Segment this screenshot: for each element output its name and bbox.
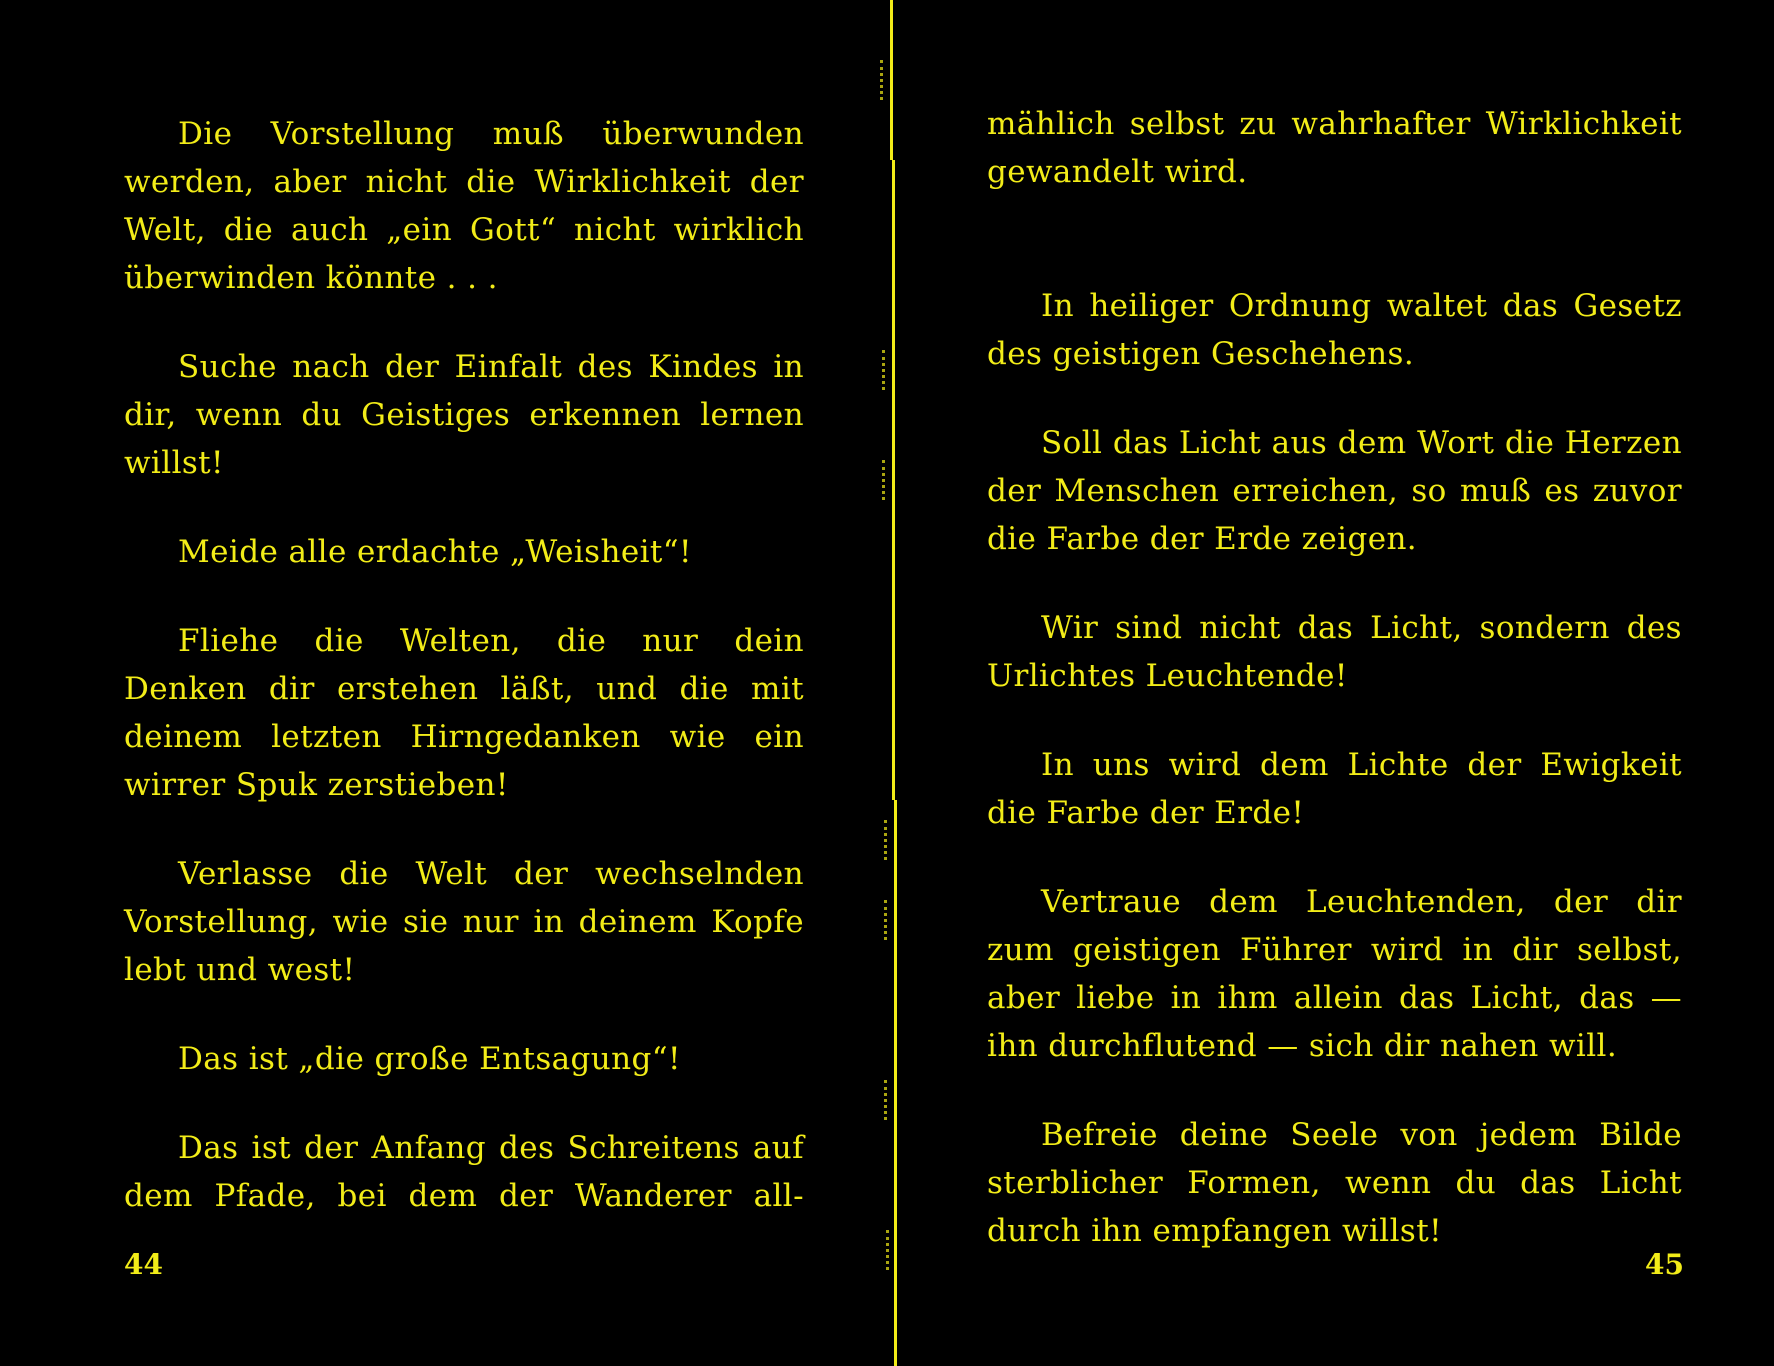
paragraph: Suche nach der Einfalt des Kindes in dir, wenn du Geistiges erkennen lernen willst! [124, 349, 804, 481]
paragraph: Verlasse die Welt der wechselnden Vorstellung, wie sie nur in deinem Kopfe lebt und west! [124, 856, 804, 988]
gutter-speck [880, 60, 891, 100]
right-page [905, 0, 1774, 1366]
right-page-text [987, 100, 1682, 1296]
paragraph: In uns wird dem Lichte der Ewigkeit die Farbe der Erde! [987, 747, 1682, 831]
paragraph: In heiliger Ordnung waltet das Gesetz des geistigen Geschehens. [987, 288, 1682, 372]
paragraph: mählich selbst zu wahrhafter Wirklichkeit gewandelt wird. [987, 106, 1682, 190]
paragraph: Fliehe die Welten, die nur dein Denken dir erstehen läßt, und die mit deinem letzten Hirngedanken wie ein wirrer Spuk zerstieben! [124, 623, 804, 803]
paragraph: Vertraue dem Leuchtenden, der dir zum geistigen Führer wird in dir selbst, aber liebe in ihm allein das Licht, das — ihn durchflutend — sich dir nahen will. [987, 884, 1682, 1064]
paragraph: Soll das Licht aus dem Wort die Herzen der Menschen erreichen, so muß es zuvor die Farbe der Erde zeigen. [987, 425, 1682, 557]
gutter-speck [884, 1080, 895, 1120]
gutter-speck [882, 350, 893, 390]
left-page-text [124, 110, 804, 1261]
gutter-speck [882, 460, 893, 500]
gutter-speck [884, 900, 895, 940]
paragraph: Die Vorstellung muß überwunden werden, aber nicht die Wirklichkeit der Welt, die auch „ein Gott“ nicht wirklich überwinden könnte . . . [124, 116, 804, 296]
paragraph: Befreie deine Seele von jedem Bilde sterblicher Formen, wenn du das Licht durch ihn empfangen willst! [987, 1117, 1682, 1249]
page-number: 45 [1645, 1248, 1684, 1281]
paragraph: Das ist „die große Entsagung“! [178, 1041, 681, 1077]
page-number: 44 [124, 1248, 163, 1281]
gutter-speck [884, 820, 895, 860]
paragraph: Meide alle erdachte „Weisheit“! [178, 534, 692, 570]
paragraph: Wir sind nicht das Licht, sondern des Urlichtes Leuchtende! [987, 610, 1682, 694]
paragraph: Das ist der Anfang des Schreitens auf dem Pfade, bei dem der Wanderer all- [124, 1130, 804, 1214]
gutter-speck [886, 1230, 897, 1270]
